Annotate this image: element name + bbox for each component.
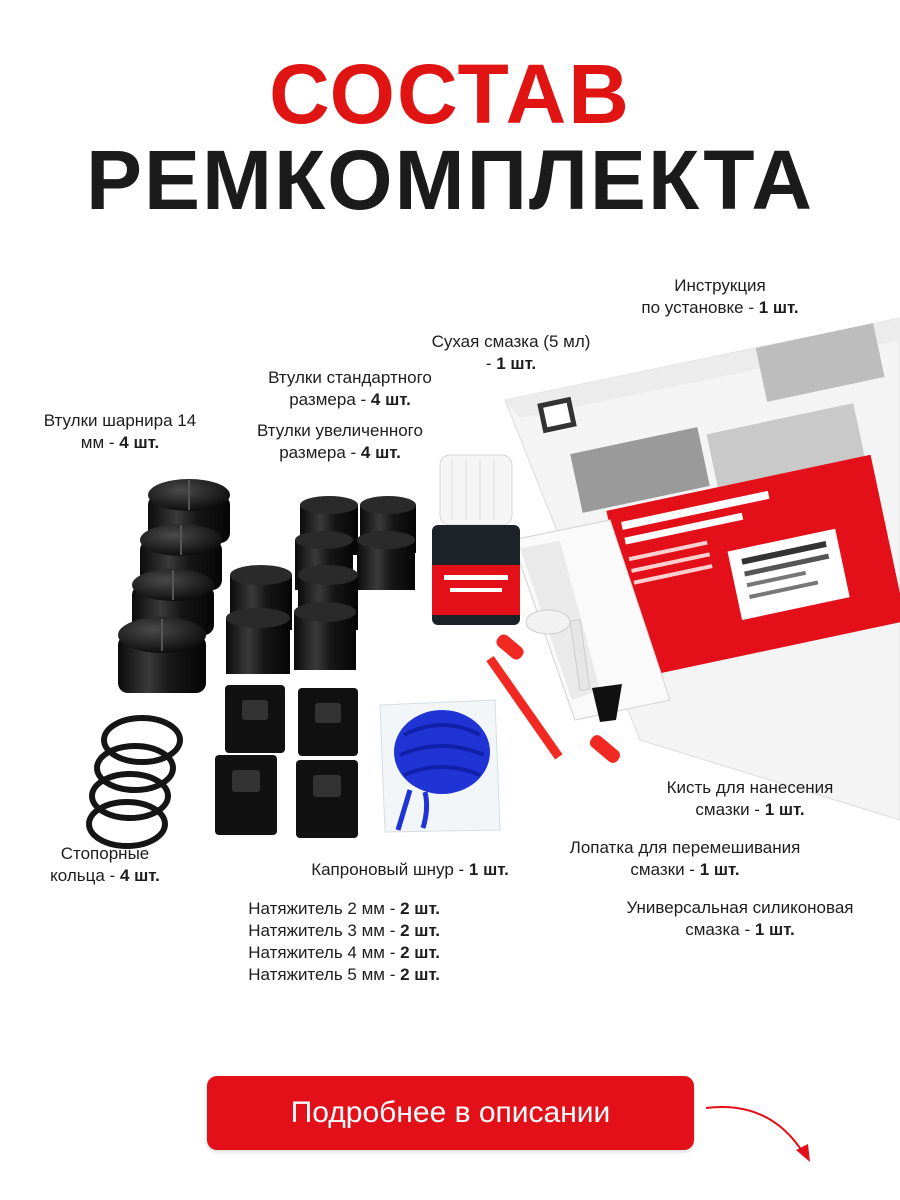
label-tensioners: Натяжитель 2 мм - 2 шт. Натяжитель 3 мм - 2 шт. Натяжитель 4 мм - 2 шт. Натяжитель 5 мм - 2 шт. xyxy=(248,899,440,984)
nylon-cord xyxy=(380,700,500,832)
label-instruction-name2: по установке xyxy=(641,298,744,317)
label-cord: Капроновый шнур - 1 шт. xyxy=(311,860,509,879)
label-big-bushings-name: Втулки увеличенного xyxy=(257,421,423,440)
label-spatula: Лопатка для перемешивания смазки - 1 шт. xyxy=(530,837,840,881)
more-details-button[interactable]: Подробнее в описании xyxy=(207,1076,694,1150)
label-big-bushings-qty: 4 шт. xyxy=(360,443,401,462)
label-instruction: Инструкция по установке - 1 шт. xyxy=(600,275,840,319)
label-instruction-name: Инструкция xyxy=(674,276,766,295)
label-cord-name: Капроновый шнур xyxy=(311,860,454,879)
tensioner-4-qty: 2 шт. xyxy=(400,943,440,962)
label-cord-qty: 1 шт. xyxy=(468,860,509,879)
tensioners xyxy=(215,685,358,838)
label-silicone: Универсальная силиконовая смазка - 1 шт. xyxy=(590,897,890,941)
label-brush-name: Кисть для нанесения xyxy=(666,778,834,797)
label-dry-grease: Сухая смазка (5 мл) - 1 шт. xyxy=(400,331,622,375)
label-std-bushings-qty: 4 шт. xyxy=(370,390,411,409)
grease-bottle xyxy=(432,455,520,625)
tensioner-2-qty: 2 шт. xyxy=(400,899,440,918)
tensioner-3-name: Натяжитель 3 мм xyxy=(248,921,385,940)
hinge-bushings xyxy=(118,479,230,693)
label-rings-name: Стопорные xyxy=(60,844,150,863)
tensioner-4-name: Натяжитель 4 мм xyxy=(248,943,385,962)
label-rings-qty: 4 шт. xyxy=(119,866,160,885)
retaining-rings xyxy=(89,718,180,846)
label-silicone-qty: 1 шт. xyxy=(754,920,795,939)
tensioner-2-name: Натяжитель 2 мм xyxy=(248,899,385,918)
label-std-bushings-name: Втулки стандартного xyxy=(268,368,432,387)
label-spatula-name: Лопатка для перемешивания xyxy=(569,838,801,857)
label-spatula-qty: 1 шт. xyxy=(699,860,740,879)
label-brush-qty: 1 шт. xyxy=(764,800,805,819)
label-hinge-bushings-name2: мм xyxy=(80,433,105,452)
label-std-bushings-name2: размера xyxy=(289,390,356,409)
label-dry-grease-qty: 1 шт. xyxy=(496,354,537,373)
label-hinge-bushings: Втулки шарнира 14 мм - 4 шт. xyxy=(20,410,220,454)
label-rings-name2: кольца xyxy=(50,866,105,885)
tensioner-5-name: Натяжитель 5 мм xyxy=(248,965,385,984)
label-brush-name2: смазки xyxy=(695,800,750,819)
arrow-down-right-icon xyxy=(700,1096,820,1168)
bushings xyxy=(226,496,416,674)
title-line-1: СОСТАВ xyxy=(269,47,631,141)
label-brush: Кисть для нанесения смазки - 1 шт. xyxy=(620,777,880,821)
label-rings: Стопорные кольца - 4 шт. xyxy=(30,843,180,887)
label-std-bushings: Втулки стандартного размера - 4 шт. xyxy=(230,367,470,411)
label-hinge-bushings-qty: 4 шт. xyxy=(119,433,160,452)
label-dry-grease-name: Сухая смазка (5 мл) xyxy=(431,332,591,351)
label-spatula-name2: смазки xyxy=(630,860,685,879)
title-line-2: РЕМКОМПЛЕКТА xyxy=(86,133,814,227)
label-silicone-name: Универсальная силиконовая xyxy=(626,898,854,917)
label-instruction-qty: 1 шт. xyxy=(758,298,799,317)
tensioner-5-qty: 2 шт. xyxy=(400,965,440,984)
label-hinge-bushings-name: Втулки шарнира 14 xyxy=(43,411,197,430)
tensioner-3-qty: 2 шт. xyxy=(400,921,440,940)
label-silicone-name2: смазка xyxy=(685,920,740,939)
label-big-bushings: Втулки увеличенного размера - 4 шт. xyxy=(220,420,460,464)
label-big-bushings-name2: размера xyxy=(279,443,346,462)
